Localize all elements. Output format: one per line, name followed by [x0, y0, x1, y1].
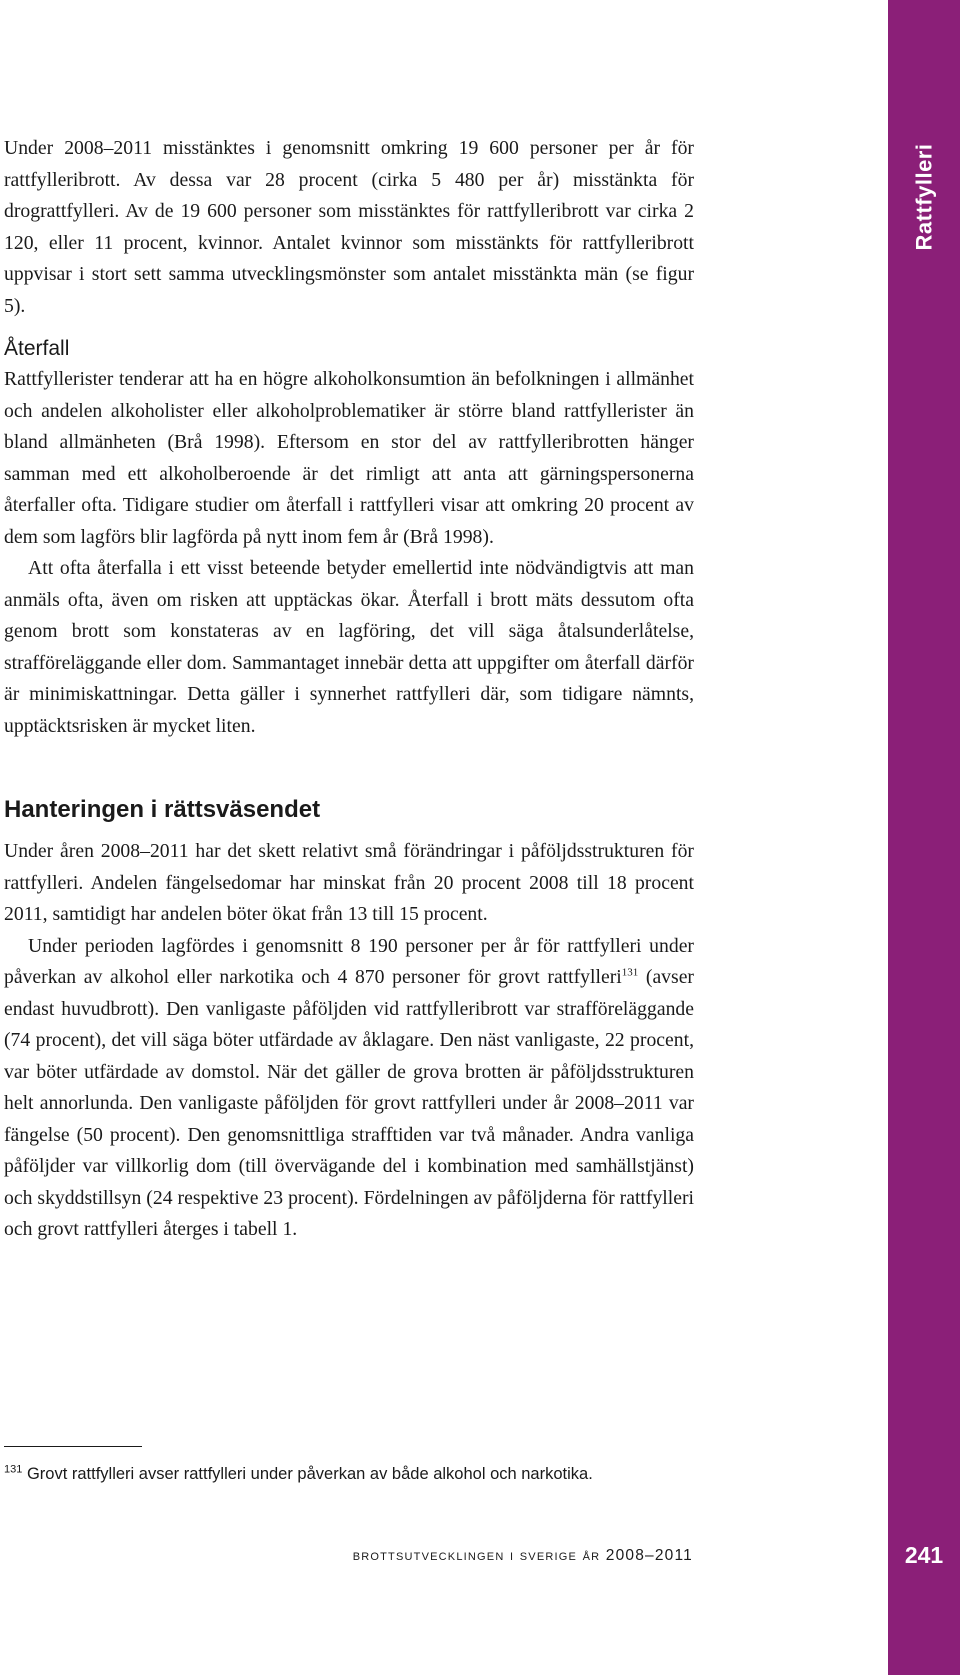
footnote: [4, 1463, 704, 1485]
footnote-reference[interactable]: 131: [621, 966, 639, 979]
main-text: [4, 133, 694, 1246]
intro-paragraph: Under 2008–2011 misstänktes i genomsnitt omkring 19 600 personer per år för rattfylleribrott. Av dessa var 28 procent (cirka 5 480 per år) misstänkta för drograttfylleri. Av de 19 600 personer som misstänktes för rattfylleribrott var cirka 2 120, eller 11 procent, kvinnor. Antalet kvinnor som misstänkts för rattfylleribrott uppvisar i stort sett samma utvecklingsmönster som antalet misstänkta män (se figur 5).: [4, 137, 694, 317]
section-heading: Hanteringen i rättsväsendet: [4, 796, 321, 823]
running-footer: brottsutvecklingen i sverige år 2008–2011: [352, 1547, 693, 1564]
section-paragraph-2: [4, 931, 694, 1246]
aterfall-paragraph-1: Rattfyllerister tenderar att ha en högre alkoholkonsumtion än befolkningen i allmänhet och andelen alkoholister eller alkoholproblematiker är större bland rattfyllerister än bland allmänheten (Brå 1998). Eftersom en stor del av rattfylleribrotten hänger samman med ett alkoholberoende är det rimligt att anta att gärningspersonerna återfaller ofta. Tidigare studier om återfall i rattfylleri visar att omkring 20 procent av dem som lagförs blir lagförda på nytt inom fem år (Brå 1998).: [4, 368, 694, 548]
page-number-box: [888, 1535, 960, 1575]
section-paragraph-2-end: (avser endast huvudbrott). Den vanligaste påföljden vid rattfylleribrott var strafföreläggande (74 procent), det vill säga böter utfärdade av åklagare. Den näst vanligaste, 22 procent, var böter utfärdade av domstol. När det gäller de grova brotten är påföljdsstrukturen helt annorlunda. Den vanligaste påföljden för grovt rattfylleri under år 2008–2011 var fängelse (50 procent). Den genomsnittliga strafftiden var två månader. Andra vanliga påföljder var villkorlig dom (till övervägande del i kombination med samhällstjänst) och skyddstillsyn (24 respektive 23 procent). Fördelningen av påföljderna för rattfylleri och grovt rattfylleri återges i tabell 1.: [4, 966, 694, 1240]
footnote-divider: [4, 1446, 142, 1447]
footnote-number: 131: [4, 1463, 23, 1476]
section-paragraph-2-start: Under perioden lagfördes i genomsnitt 8 190 personer per år för rattfylleri under påverkan av alkohol eller narkotika och 4 870 personer för grovt rattfylleri: [4, 934, 694, 988]
page-number: 241: [904, 1541, 944, 1568]
aterfall-heading: Återfall: [4, 337, 70, 360]
chapter-tab-label: Rattfylleri: [911, 143, 937, 251]
footnote-text: Grovt rattfylleri avser rattfylleri under påverkan av både alkohol och narkotika.: [22, 1465, 593, 1483]
aterfall-paragraph-2: Att ofta återfalla i ett visst beteende betyder emellertid inte nödvändigtvis att man anmäls ofta, även om risken att upptäckas ökar. Återfall i brott mäts dessutom ofta genom brott som konstateras av en lagföring, det vill säga åtalsunderlåtelse, strafföreläggande eller dom. Sammantaget innebär detta att uppgifter om återfall därför är minimiskattningar. Detta gäller i synnerhet rattfylleri där, som tidigare nämnts, upptäcktsrisken är mycket liten.: [4, 557, 694, 737]
section-paragraph-1: Under åren 2008–2011 har det skett relativt små förändringar i påföljdsstrukturen för rattfylleri. Andelen fängelsedomar har minskat från 20 procent 2008 till 18 procent 2011, samtidigt har andelen böter ökat från 13 till 15 procent.: [4, 840, 694, 925]
chapter-tab: [888, 122, 960, 272]
